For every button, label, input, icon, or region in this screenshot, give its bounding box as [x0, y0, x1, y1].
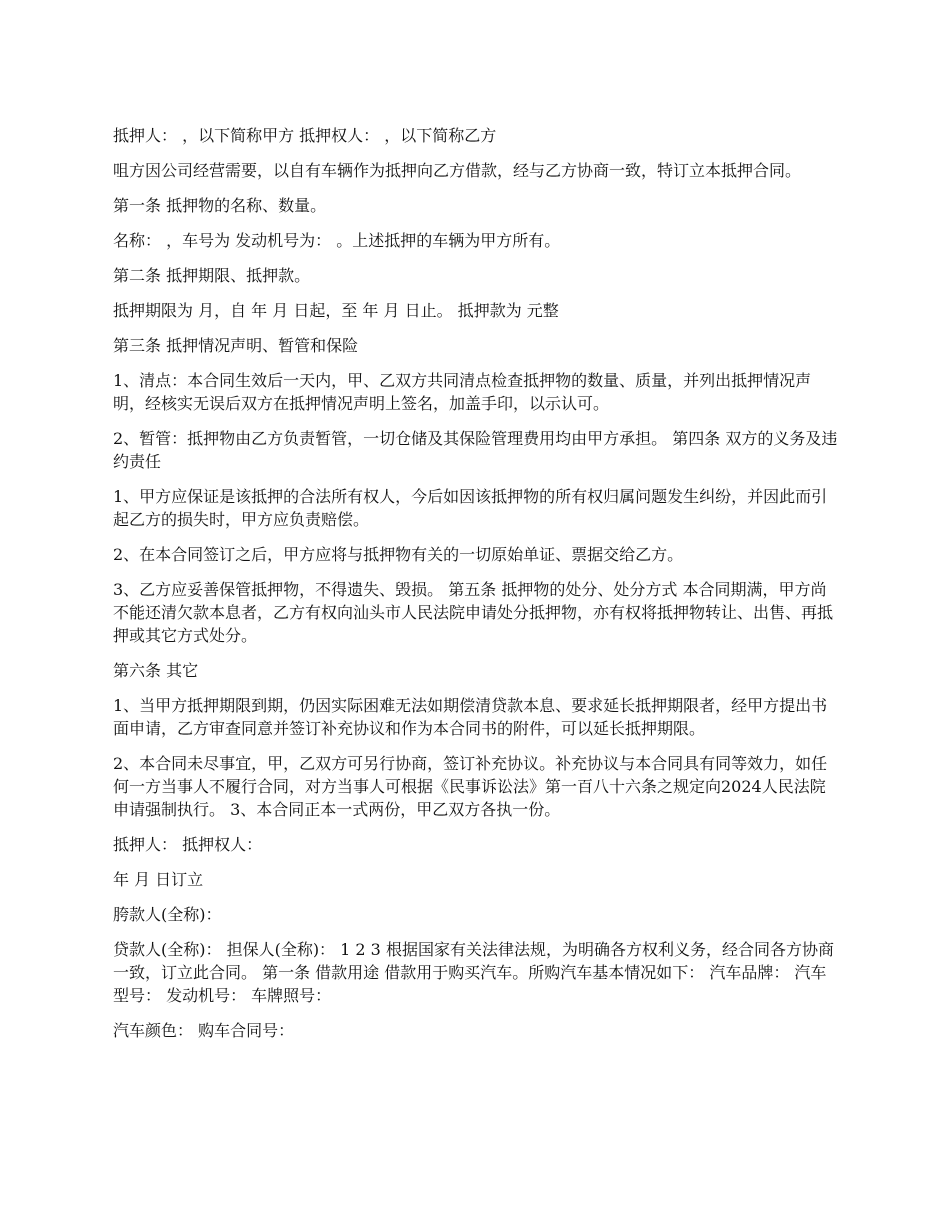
article-2-body: 抵押期限为 月，自 年 月 日起，至 年 月 日止。 抵押款为 元整 — [113, 301, 559, 320]
article-3-clause-2: 2、暂管：抵押物由乙方负责暂管，一切仓储及其保险管理费用均由甲方承担。 第四条 双方的义务及违约责任 — [113, 429, 838, 471]
loan-contract-intro: 贷款人(全称)： 担保人(全称)： 1 2 3 根据国家有关法律法规，为明确各方权利义务，经合同各方协商一致，订立此合同。 第一条 借款用途 借款用于购买汽车。所购汽车基本情况如下： 汽车品牌： 汽车型号： 发动机号： 车牌照号： — [113, 940, 834, 1005]
date-line: 年 月 日订立 — [113, 870, 204, 889]
car-details-line: 汽车颜色： 购车合同号： — [113, 1021, 295, 1040]
article-4-clause-1: 1、甲方应保证是该抵押的合法所有权人，今后如因该抵押物的所有权归属问题发生纠纷，并因此而引起乙方的损失时，甲方应负责赔偿。 — [113, 487, 828, 529]
signature-line: 抵押人： 抵押权人： — [113, 835, 263, 854]
article-6-heading: 第六条 其它 — [113, 661, 199, 680]
borrower-line: 胯款人(全称)： — [113, 905, 222, 924]
article-6-clause-1: 1、当甲方抵押期限到期，仍因实际困难无法如期偿清贷款本息、要求延长抵押期限者，经甲方提出书面申请，乙方审查同意并签订补充协议和作为本合同书的附件，可以延长抵押期限。 — [113, 696, 828, 738]
article-2-heading: 第二条 抵押期限、抵押款。 — [113, 266, 311, 285]
article-6-clause-2: 2、本合同未尽事宜，甲，乙双方可另行协商，签订补充协议。补充协议与本合同具有同等效力，如任何一方当事人不履行合同，对方当事人可根据《民事诉讼法》第一百八十六条之规定向2024人民法院申请强制执行。 3、本合同正本一式两份，甲乙双方各执一份。 — [113, 754, 828, 819]
preamble-paragraph: 咀方因公司经营需要，以自有车辆作为抵押向乙方借款，经与乙方协商一致，特订立本抵押合同。 — [113, 161, 802, 180]
article-1-heading: 第一条 抵押物的名称、数量。 — [113, 196, 327, 215]
article-4-clause-3: 3、乙方应妥善保管抵押物，不得遗失、毁损。 第五条 抵押物的处分、处分方式 本合同期满，甲方尚不能还清欠款本息者，乙方有权向汕头市人民法院申请处分抵押物，亦有权将抵押物转让、出售、再抵押或其它方式处分。 — [113, 580, 834, 645]
article-3-clause-1: 1、清点：本合同生效后一天内，甲、乙双方共同清点检查抵押物的数量、质量，并列出抵押情况声明，经核实无误后双方在抵押情况声明上签名，加盖手印，以示认可。 — [113, 371, 812, 413]
document-body — [113, 124, 841, 1054]
party-line: 抵押人： ，以下简称甲方 抵押权人： ，以下简称乙方 — [113, 126, 497, 145]
article-3-heading: 第三条 抵押情况声明、暂管和保险 — [113, 336, 359, 355]
article-1-body: 名称： ，车号为 发动机号为： 。上述抵押的车辆为甲方所有。 — [113, 231, 561, 250]
article-4-clause-2: 2、在本合同签订之后，甲方应将与抵押物有关的一切原始单证、票据交给乙方。 — [113, 545, 684, 564]
